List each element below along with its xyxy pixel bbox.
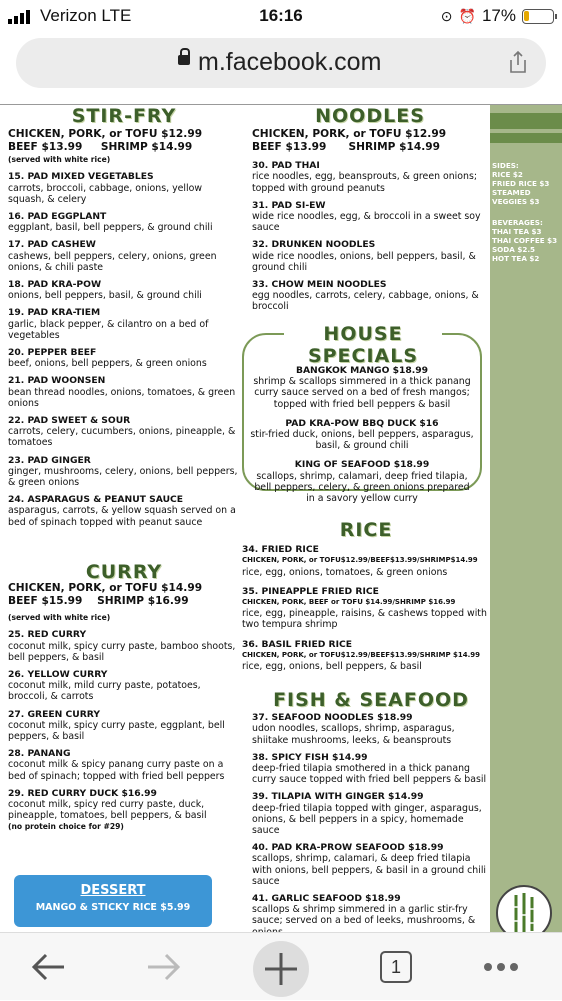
rice-section bbox=[242, 519, 490, 673]
price-line: CHICKEN, PORK, or TOFU $12.99 bbox=[8, 128, 203, 141]
item-name: 15. PAD MIXED VEGETABLES bbox=[8, 171, 154, 183]
menu-item bbox=[250, 459, 474, 504]
item-description: rice, egg, pineapple, raisins, & cashews topped with two tempura shrimp bbox=[242, 608, 487, 631]
item-name: 28. PANANG bbox=[8, 748, 71, 760]
menu-image bbox=[0, 104, 562, 932]
item-description: scallops & shrimp simmered in a garlic stir-fry sauce; served on a bed of leeks, mushrooms, & bbox=[252, 904, 476, 927]
item-description: carrots, broccoli, cabbage, onions, yellow squash, & celery bbox=[8, 182, 202, 205]
item-name: 38. SPICY FISH $14.99 bbox=[252, 751, 368, 763]
tab-switcher-button[interactable]: 1 bbox=[380, 951, 412, 983]
side-item: RICE $2 bbox=[492, 170, 523, 179]
item-name: 33. CHOW MEIN NOODLES bbox=[252, 279, 387, 291]
item-description: coconut milk, mild curry paste, potatoes, broccoli, & carrots bbox=[8, 680, 201, 703]
item-price: CHICKEN, PORK, or TOFU$12.99/BEEF$13.99/SHRIMP $14.99 bbox=[242, 650, 481, 659]
menu-item bbox=[8, 494, 240, 528]
item-description: ginger, mushrooms, celery, onions, bell peppers, & green onions bbox=[8, 465, 238, 489]
side-strip bbox=[490, 105, 562, 933]
battery-percent: 17% bbox=[481, 6, 516, 25]
item-name: 27. GREEN CURRY bbox=[8, 708, 101, 720]
item-name: 23. PAD GINGER bbox=[8, 454, 91, 466]
item-name: 16. PAD EGGPLANT bbox=[8, 211, 107, 223]
menu-item bbox=[8, 415, 240, 449]
price-line: CHICKEN, PORK, or TOFU $14.99 bbox=[8, 582, 203, 595]
menu-item bbox=[252, 160, 488, 194]
item-description: carrots, celery, cucumbers, onions, pineapple, & tomatoes bbox=[8, 426, 236, 449]
back-arrow-icon[interactable] bbox=[26, 933, 70, 1001]
item-description: eggplant, basil, bell peppers, & ground chili bbox=[8, 222, 213, 234]
item-name: 39. TILAPIA WITH GINGER $14.99 bbox=[252, 791, 424, 803]
beverage-item: HOT TEA $2 bbox=[492, 254, 540, 263]
menu-item bbox=[252, 200, 488, 234]
item-name: 18. PAD KRA-POW bbox=[8, 279, 102, 291]
menu-item bbox=[252, 279, 488, 313]
item-description: beef, onions, bell peppers, & green onions bbox=[8, 358, 207, 370]
menu-item bbox=[252, 791, 490, 836]
item-description: egg noodles, carrots, celery, cabbage, onions, & broccoli bbox=[252, 290, 479, 313]
item-name: 21. PAD WOONSEN bbox=[8, 375, 106, 387]
clock: 16:16 bbox=[259, 6, 303, 25]
menu-item bbox=[8, 709, 240, 743]
battery-icon bbox=[522, 9, 554, 24]
item-price: CHICKEN, PORK, or TOFU$12.99/BEEF$13.99/SHRIMP$14.99 bbox=[242, 556, 478, 565]
dessert-item: MANGO & STICKY RICE $5.99 bbox=[35, 902, 191, 913]
side-item: FRIED RICE $3 bbox=[492, 179, 550, 188]
seafood-section bbox=[252, 689, 490, 938]
dessert-box bbox=[14, 875, 212, 927]
item-name: BANGKOK MANGO $18.99 bbox=[295, 365, 429, 376]
item-description: wide rice noodles, onions, bell peppers, basil, & ground chili bbox=[252, 250, 476, 273]
sides-title: SIDES: bbox=[492, 161, 519, 170]
section-title: NOODLES bbox=[315, 105, 425, 127]
item-description: scallops, shrimp, calamari, deep fried tilapia, bell peppers, celery, & green onions prepared in a savory yellow curry bbox=[254, 470, 470, 505]
beverages-title: BEVERAGES: bbox=[492, 218, 543, 227]
menu-item bbox=[8, 171, 240, 205]
stirfry-section bbox=[8, 105, 240, 528]
plus-icon bbox=[253, 941, 309, 997]
menu-item bbox=[8, 375, 240, 409]
item-description: coconut milk & spicy panang curry paste on a bed of spinach; topped with fried bell peppers bbox=[8, 759, 225, 782]
beverage-item: THAI COFFEE $3 bbox=[492, 236, 558, 245]
item-description: coconut milk, spicy curry paste, eggplant, bell peppers, & basil bbox=[8, 719, 225, 743]
more-dots-icon[interactable] bbox=[484, 963, 518, 971]
item-name: 32. DRUNKEN NOODLES bbox=[252, 239, 376, 251]
menu-item bbox=[8, 239, 240, 273]
carrier-label: Verizon LTE bbox=[40, 6, 132, 25]
menu-item bbox=[252, 752, 490, 786]
item-name: 34. FRIED RICE bbox=[242, 544, 319, 556]
item-name: 22. PAD SWEET & SOUR bbox=[8, 415, 131, 427]
menu-item bbox=[8, 455, 240, 489]
menu-item bbox=[8, 211, 240, 233]
menu-item bbox=[242, 544, 490, 578]
side-item: STEAMED VEGGIES $3 bbox=[492, 188, 540, 206]
noodles-section bbox=[252, 105, 488, 313]
item-description: wide rice noodles, egg, & broccoli in a sweet soy sauce bbox=[252, 211, 481, 234]
orientation-lock-icon: ⊙ bbox=[440, 7, 453, 24]
section-title: RICE bbox=[339, 519, 393, 541]
item-name: 20. PEPPER BEEF bbox=[8, 347, 97, 359]
note: (served with white rice) bbox=[8, 155, 111, 165]
item-description: coconut milk, spicy curry paste, bamboo shoots, bell peppers, & basil bbox=[8, 640, 236, 663]
menu-item bbox=[252, 239, 488, 273]
footnote: (no protein choice for #29) bbox=[8, 822, 124, 832]
item-name: PAD KRA-POW BBQ DUCK $16 bbox=[285, 417, 439, 429]
item-description: scallops, shrimp, calamari, & deep fried tilapia with onions, bell peppers, & basil in a ground chili sauce bbox=[252, 853, 487, 887]
item-description: onions, bell peppers, basil, & ground chili bbox=[8, 290, 202, 302]
item-description: deep-fried tilapia smothered in a thick panang curry sauce topped with fried bell peppers & basil bbox=[252, 763, 487, 786]
price-line: BEEF $13.99 SHRIMP $14.99 bbox=[252, 141, 440, 154]
price-line: CHICKEN, PORK, or TOFU $12.99 bbox=[252, 128, 447, 141]
item-name: 24. ASPARAGUS & PEANUT SAUCE bbox=[8, 494, 184, 506]
lock-icon bbox=[178, 55, 190, 65]
alarm-icon: ⏰ bbox=[458, 7, 476, 24]
menu-item bbox=[8, 669, 240, 703]
item-price: CHICKEN, PORK, BEEF or TOFU $14.99/SHRIMP $16.99 bbox=[242, 598, 456, 607]
item-description: stir-fried duck, onions, bell peppers, asparagus, basil, & ground chili bbox=[250, 429, 474, 452]
item-name: 30. PAD THAI bbox=[252, 160, 320, 172]
menu-item bbox=[242, 639, 490, 673]
beverage-item: THAI TEA $3 bbox=[492, 227, 542, 236]
item-description: deep-fried tilapia topped with ginger, asparagus, onions, & bell peppers in a spicy, homemade sauce bbox=[252, 802, 482, 837]
item-description: asparagus, carrots, & yellow squash served on a bed of spinach topped with peanut sauce bbox=[8, 505, 236, 528]
dessert-title: DESSERT bbox=[80, 883, 146, 898]
share-icon[interactable] bbox=[508, 50, 528, 74]
item-name: 36. BASIL FRIED RICE bbox=[242, 638, 353, 650]
item-description: garlic, black pepper, & cilantro on a bed of vegetables bbox=[8, 318, 209, 341]
menu-item bbox=[8, 347, 240, 369]
item-description: cashews, bell peppers, celery, onions, green onions, & chili paste bbox=[8, 250, 217, 273]
item-name: 26. YELLOW CURRY bbox=[8, 669, 108, 681]
price-line: BEEF $13.99 SHRIMP $14.99 bbox=[8, 141, 193, 154]
item-description: udon noodles, scallops, shrimp, asparagus, shiitake mushrooms, leeks, & beansprouts bbox=[252, 723, 455, 746]
address-bar[interactable] bbox=[16, 38, 546, 88]
item-name: 41. GARLIC SEAFOOD $18.99 bbox=[252, 893, 401, 905]
item-name: 31. PAD SI-EW bbox=[252, 199, 326, 211]
menu-item bbox=[250, 365, 474, 410]
section-title: FISH & SEAFOOD bbox=[273, 689, 469, 711]
item-name: 40. PAD KRA-PROW SEAFOOD $18.99 bbox=[252, 842, 444, 854]
beverage-item: SODA $2.5 bbox=[492, 245, 536, 254]
menu-item bbox=[250, 418, 474, 452]
item-name: KING OF SEAFOOD $18.99 bbox=[294, 459, 430, 471]
status-bar bbox=[0, 0, 562, 32]
item-name: 19. PAD KRA-TIEM bbox=[8, 307, 101, 319]
menu-item bbox=[252, 842, 490, 887]
item-description: rice, egg, onions, bell peppers, & basil bbox=[242, 661, 422, 673]
house-specials-box bbox=[242, 323, 482, 505]
note: (served with white rice) bbox=[8, 613, 111, 623]
item-description: bean thread noodles, onions, tomatoes, & green onions bbox=[8, 386, 236, 409]
forward-arrow-icon[interactable] bbox=[142, 933, 186, 1001]
item-description: rice, egg, onions, tomatoes, & green onions bbox=[242, 566, 448, 578]
menu-item bbox=[8, 748, 240, 782]
item-description: shrimp & scallops simmered in a thick panang curry sauce served on a bed of fresh mangos; topped with fried bell peppers & basil bbox=[253, 376, 471, 410]
item-name: 37. SEAFOOD NOODLES $18.99 bbox=[252, 712, 413, 724]
section-title: CURRY bbox=[85, 561, 163, 583]
browser-toolbar bbox=[0, 932, 562, 1000]
url-text: m.facebook.com bbox=[198, 48, 382, 76]
item-name: 17. PAD CASHEW bbox=[8, 239, 96, 251]
section-title: STIR-FRY bbox=[71, 105, 177, 127]
menu-item bbox=[8, 279, 240, 301]
section-title: HOUSE SPECIALS bbox=[284, 323, 442, 367]
item-description: rice noodles, egg, beansprouts, & green onions; topped with ground peanuts bbox=[252, 171, 478, 194]
price-line: BEEF $15.99 SHRIMP $16.99 bbox=[8, 595, 189, 608]
menu-item bbox=[8, 788, 240, 822]
menu-item bbox=[8, 629, 240, 663]
menu-item bbox=[242, 586, 490, 631]
menu-item bbox=[8, 307, 240, 341]
menu-item bbox=[252, 712, 490, 746]
new-tab-button[interactable] bbox=[253, 941, 309, 997]
curry-section bbox=[8, 561, 240, 833]
item-name: 29. RED CURRY DUCK $16.99 bbox=[8, 787, 157, 799]
item-name: 35. PINEAPPLE FRIED RICE bbox=[242, 585, 379, 597]
item-description: coconut milk, spicy red curry paste, duck, pineapple, tomatoes, bell peppers, & basil bbox=[8, 799, 207, 822]
item-name: 25. RED CURRY bbox=[8, 629, 87, 641]
